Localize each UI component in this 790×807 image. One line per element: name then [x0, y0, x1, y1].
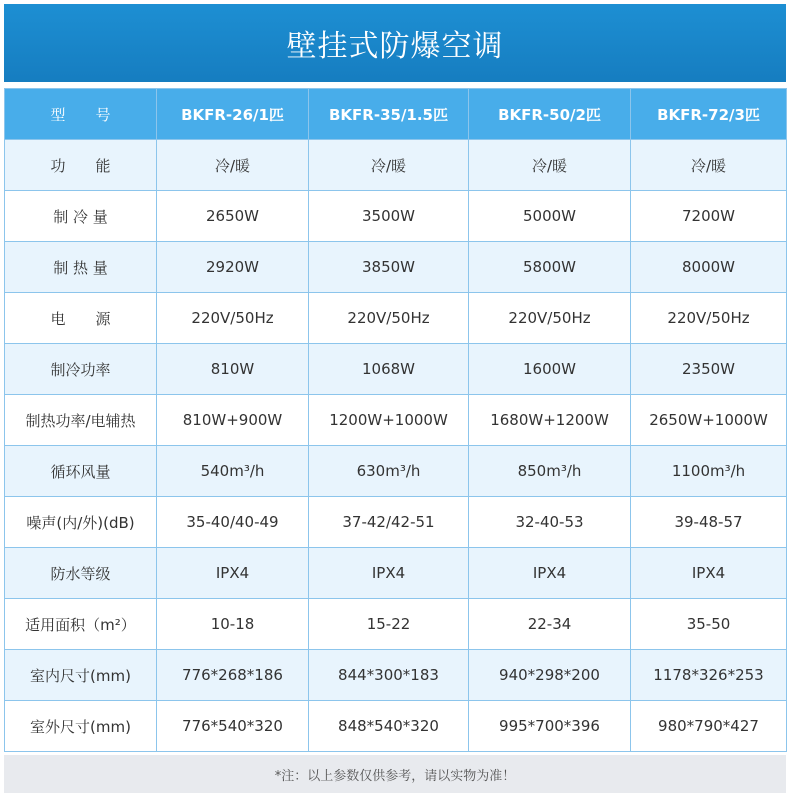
table-cell: 5800W [469, 242, 631, 293]
table-row [5, 344, 787, 395]
row-label: 室内尺寸(mm) [5, 650, 157, 701]
table-cell: 844*300*183 [309, 650, 469, 701]
table-cell: 776*268*186 [157, 650, 309, 701]
row-label: 室外尺寸(mm) [5, 701, 157, 752]
table-cell: 220V/50Hz [309, 293, 469, 344]
header-model-2: BKFR-35/1.5匹 [309, 89, 469, 140]
row-label: 适用面积（m²） [5, 599, 157, 650]
table-cell: 5000W [469, 191, 631, 242]
table-row [5, 701, 787, 752]
table-cell: 2650W [157, 191, 309, 242]
row-label: 制 热 量 [5, 242, 157, 293]
spec-table [4, 88, 787, 752]
table-cell: 8000W [631, 242, 787, 293]
table-cell: 15-22 [309, 599, 469, 650]
table-cell: 3850W [309, 242, 469, 293]
row-label: 制 冷 量 [5, 191, 157, 242]
table-cell: IPX4 [309, 548, 469, 599]
table-cell: 37-42/42-51 [309, 497, 469, 548]
table-row [5, 191, 787, 242]
table-cell: 980*790*427 [631, 701, 787, 752]
table-cell: 35-50 [631, 599, 787, 650]
disclaimer-note [4, 755, 786, 793]
spec-table-body [5, 140, 787, 752]
page-title [4, 4, 786, 82]
table-header-row [5, 89, 787, 140]
table-row [5, 293, 787, 344]
row-label: 噪声(内/外)(dB) [5, 497, 157, 548]
table-cell: IPX4 [157, 548, 309, 599]
table-cell: 848*540*320 [309, 701, 469, 752]
table-cell: 1178*326*253 [631, 650, 787, 701]
table-row [5, 599, 787, 650]
table-row [5, 446, 787, 497]
table-cell: 1680W+1200W [469, 395, 631, 446]
page-title-text: 壁挂式防爆空调 [286, 29, 504, 64]
table-cell: 冷/暖 [469, 140, 631, 191]
table-cell: 冷/暖 [631, 140, 787, 191]
table-cell: 995*700*396 [469, 701, 631, 752]
table-cell: 10-18 [157, 599, 309, 650]
table-cell: 220V/50Hz [631, 293, 787, 344]
row-label: 循环风量 [5, 446, 157, 497]
table-cell: 39-48-57 [631, 497, 787, 548]
header-model-1: BKFR-26/1匹 [157, 89, 309, 140]
table-cell: 220V/50Hz [469, 293, 631, 344]
table-cell: 1068W [309, 344, 469, 395]
table-cell: 850m³/h [469, 446, 631, 497]
row-label: 制冷功率 [5, 344, 157, 395]
table-cell: 540m³/h [157, 446, 309, 497]
table-cell: 2350W [631, 344, 787, 395]
table-cell: 776*540*320 [157, 701, 309, 752]
header-label-model: 型 号 [5, 89, 157, 140]
table-cell: 220V/50Hz [157, 293, 309, 344]
row-label: 防水等级 [5, 548, 157, 599]
row-label: 功 能 [5, 140, 157, 191]
table-cell: 630m³/h [309, 446, 469, 497]
table-cell: IPX4 [631, 548, 787, 599]
table-cell: 1600W [469, 344, 631, 395]
table-row [5, 140, 787, 191]
disclaimer-text: *注：以上参数仅供参考，请以实物为准！ [274, 768, 516, 784]
table-cell: 2650W+1000W [631, 395, 787, 446]
row-label: 电 源 [5, 293, 157, 344]
table-cell: 3500W [309, 191, 469, 242]
table-row [5, 497, 787, 548]
table-row [5, 650, 787, 701]
header-model-3: BKFR-50/2匹 [469, 89, 631, 140]
table-cell: IPX4 [469, 548, 631, 599]
table-cell: 7200W [631, 191, 787, 242]
table-cell: 35-40/40-49 [157, 497, 309, 548]
table-row [5, 395, 787, 446]
table-cell: 22-34 [469, 599, 631, 650]
table-cell: 940*298*200 [469, 650, 631, 701]
table-cell: 2920W [157, 242, 309, 293]
table-row [5, 548, 787, 599]
row-label: 制热功率/电辅热 [5, 395, 157, 446]
table-cell: 1100m³/h [631, 446, 787, 497]
table-cell: 32-40-53 [469, 497, 631, 548]
header-model-4: BKFR-72/3匹 [631, 89, 787, 140]
table-cell: 1200W+1000W [309, 395, 469, 446]
table-cell: 冷/暖 [309, 140, 469, 191]
table-cell: 810W [157, 344, 309, 395]
table-cell: 810W+900W [157, 395, 309, 446]
table-row [5, 242, 787, 293]
table-cell: 冷/暖 [157, 140, 309, 191]
